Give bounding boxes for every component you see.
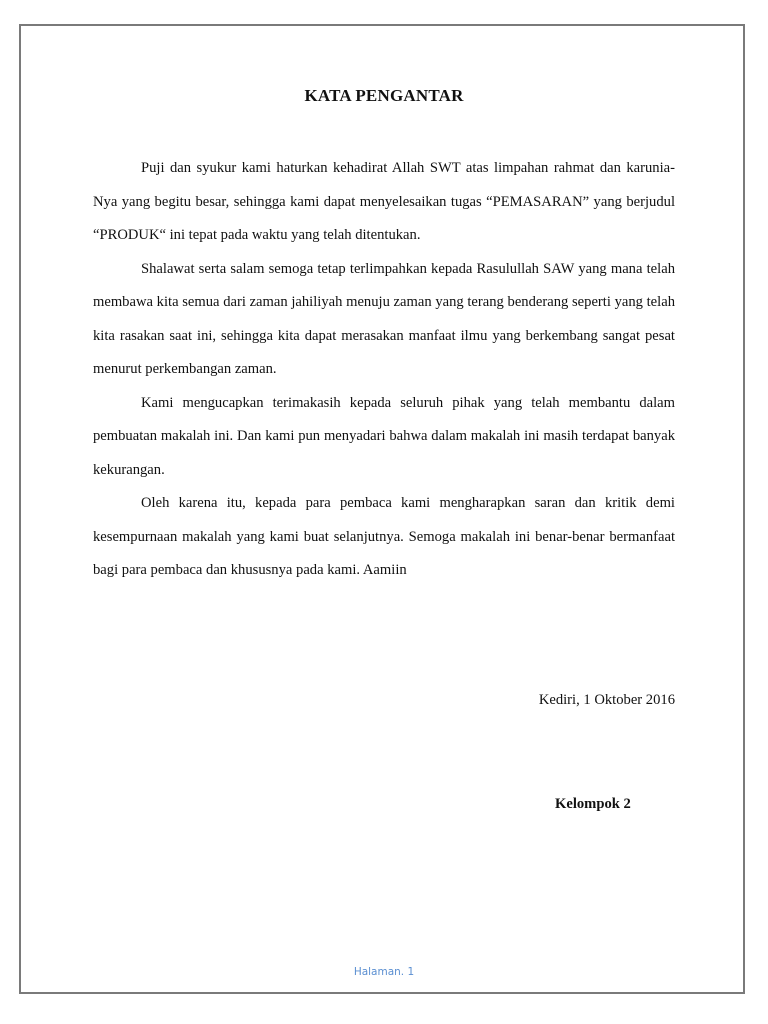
paragraph-4: Oleh karena itu, kepada para pembaca kami mengharapkan saran dan kritik demi kesempurnaan makalah yang kami buat selanjutnya. Semoga makalah ini benar-benar bermanfaat bagi para pembaca dan khususnya pada kami. Aamiin xyxy=(93,495,675,578)
paragraph-3: Kami mengucapkan terimakasih kepada seluruh pihak yang telah membantu dalam pembuatan makalah ini. Dan kami pun menyadari bahwa dalam makalah ini masih terdapat banyak kekurangan. xyxy=(93,394,675,478)
author-group: Kelompok 2 xyxy=(555,796,631,812)
document-body xyxy=(93,152,675,588)
page-title: KATA PENGANTAR xyxy=(304,86,464,105)
page-number: Halaman. 1 xyxy=(353,966,415,978)
paragraph-1: Puji dan syukur kami haturkan kehadirat Allah SWT atas limpahan rahmat dan karunia-Nya yang begitu besar, sehingga kami dapat menyelesaikan tugas “PEMASARAN” yang berjudul “PRODUK“ ini tepat pada waktu yang telah ditentukan. xyxy=(93,160,675,243)
place-date: Kediri, 1 Oktober 2016 xyxy=(538,692,675,708)
paragraph-2: Shalawat serta salam semoga tetap terlimpahkan kepada Rasulullah SAW yang mana telah membawa kita semua dari zaman jahiliyah menuju zaman yang terang benderang seperti yang telah kita rasakan saat ini, sehingga kita dapat merasakan manfaat ilmu yang berkembang sangat pesat menurut perkembangan zaman. xyxy=(93,260,675,377)
